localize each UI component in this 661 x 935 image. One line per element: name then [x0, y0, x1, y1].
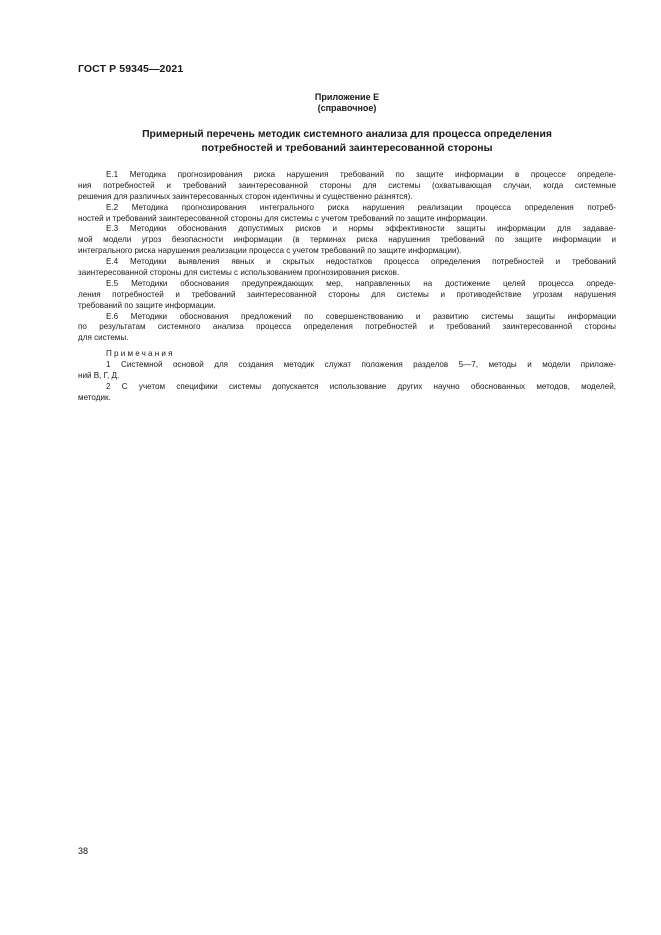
page-number: 38	[78, 846, 89, 856]
paragraph-line: решения для различных заинтересованных сторон идентичны и существенно разнятся).	[78, 191, 413, 201]
note-line: 2 С учетом специфики системы допускается использование других научно обоснованных методов, моделей,	[106, 381, 616, 391]
heading-line: потребностей и требований заинтересованной стороны	[201, 143, 493, 154]
paragraph-e4	[78, 257, 616, 279]
paragraph-line: Е.1 Методика прогнозирования риска нарушения требований по защите информации в процессе определе-	[106, 170, 616, 179]
annex-title: Приложение Е	[314, 92, 380, 102]
paragraph-line: Е.5 Методики обоснования предупреждающих мер, направленных на достижение целей процесса опреде-	[106, 278, 616, 288]
notes-title: Примечания	[106, 349, 175, 359]
paragraph-line: Е.2 Методика прогнозирования интегрального риска нарушения реализации процесса определения потреб-	[106, 202, 616, 212]
paragraph-line: Е.6 Методики обоснования предложений по совершенствованию и развитию системы защиты информации	[106, 311, 616, 321]
paragraph-line: Е.3 Методики обоснования допустимых рисков и нормы эффективности защиты информации для задавае-	[106, 224, 616, 234]
paragraph-line: ния потребностей и требований заинтересованной стороны для системы (охватывающая случаи, когда системные	[78, 180, 616, 190]
paragraph-line: мой модели угроз безопасности информации (в терминах риска нарушения требований по защите информации и	[78, 235, 616, 245]
paragraph-e6	[78, 312, 616, 345]
paragraph-e3	[78, 224, 616, 257]
paragraph-e2	[78, 203, 616, 225]
paragraph-line: Е.4 Методики выявления явных и скрытых недостатков процесса определения потребностей и требований	[106, 257, 616, 267]
paragraph-line: для системы.	[78, 333, 129, 343]
note-line: 1 Системной основой для создания методик служат положения разделов 5—7, методы и модели приложе-	[106, 360, 616, 370]
document-code: ГОСТ Р 59345—2021	[78, 63, 184, 75]
paragraph-line: требований по защите информации.	[78, 300, 216, 310]
paragraph-line: ления потребностей и требований заинтересованной стороны для системы и противодействие угрозам нарушения	[78, 289, 616, 299]
annex-subtitle: (справочное)	[317, 103, 377, 113]
paragraph-line: заинтересованной стороны для системы с использованием прогнозирования рисков.	[78, 268, 400, 278]
section-heading	[78, 128, 616, 156]
heading-line: Примерный перечень методик системного анализа для процесса определения	[142, 129, 552, 140]
note-line: ний В, Г, Д.	[78, 371, 120, 381]
paragraph-e5	[78, 279, 616, 312]
paragraph-line: по результатам системного анализа процесса определения потребностей и требований заинтересованной стороны	[78, 322, 616, 332]
notes-block	[78, 349, 616, 403]
note-line: методик.	[78, 392, 111, 402]
paragraph-e1	[78, 170, 616, 203]
paragraph-line: ностей и требований заинтересованной стороны для системы с учетом требований по защите информации.	[78, 213, 488, 223]
paragraph-line: интегрального риска нарушения реализации процесса с учетом требований по защите информации).	[78, 246, 462, 256]
document-body	[78, 170, 616, 404]
